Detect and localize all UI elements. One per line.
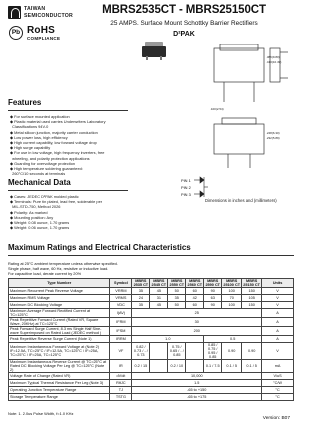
table-cell: 10,000	[132, 373, 262, 380]
footnote: Note: 1. 2.0us Pulse Width, f=1.0 KHz	[8, 411, 74, 416]
column-header: Symbol	[110, 279, 132, 288]
features-list	[10, 114, 106, 176]
table-cell: 100	[222, 302, 242, 309]
table-cell: Peak Repetitive Forward Current (Rated VR, Square Wave, 20KHz) at TC=125°C	[9, 318, 110, 327]
table-cell: VRMS	[110, 295, 132, 302]
table-cell: V	[262, 288, 294, 295]
mechanical-heading: Mechanical Data	[8, 178, 71, 187]
list-item: ◆ For use in low voltage, high frequency inverters, free	[10, 150, 105, 156]
table-cell: 35	[168, 295, 186, 302]
list-item: ◆ Weight: 0.06 ounce, 1.70 grams	[10, 225, 70, 231]
table-cell: 25	[132, 309, 262, 318]
table-cell: Maximum DC Blocking Voltage	[9, 302, 110, 309]
table-cell: Maximum Typical Thermal Resistance Per Leg (Note 3)	[9, 380, 110, 387]
svg-text:.248(6.30): .248(6.30)	[266, 131, 280, 135]
table-cell: 0.85 / 0.75 / 0.95 / 0.85	[204, 343, 222, 360]
table-cell: Maximum Recurrent Peak Reverse Voltage	[9, 288, 110, 295]
table-cell: 0.90	[222, 343, 242, 360]
list-item: ◆ Low power loss, high efficiency	[10, 134, 68, 140]
table-cell: V	[262, 302, 294, 309]
table-cell: 90	[204, 302, 222, 309]
list-item: ◆ Polarity: As marked	[10, 209, 48, 215]
footnotes	[8, 411, 73, 416]
package-outline-drawing	[208, 44, 292, 188]
table-cell: -65 to +175	[132, 394, 262, 401]
table-header-row	[9, 279, 294, 288]
list-item: ◆ High temperature soldering guaranteed:	[10, 166, 83, 172]
table-cell: Maximum RMS Voltage	[9, 295, 110, 302]
table-cell: 24	[132, 295, 150, 302]
table-cell: IR	[110, 360, 132, 373]
table-row	[9, 309, 294, 318]
page-subtitle: 25 AMPS. Surface Mount Schottky Barrier Rectifiers	[110, 20, 258, 27]
svg-text:.413(10.49): .413(10.49)	[266, 60, 282, 64]
table-cell: -65 to +150	[132, 387, 262, 394]
list-item: ◆ Metal silicon junction, majority carrier conduction	[10, 129, 98, 135]
column-header: MBRS 2550 CT	[169, 279, 185, 287]
ratings-divider	[8, 255, 294, 256]
table-row	[9, 380, 294, 387]
table-cell: VDC	[110, 302, 132, 309]
table-cell: 63	[204, 295, 222, 302]
brand-line-1: TAIWAN	[24, 6, 46, 12]
table-cell: 35	[132, 288, 150, 295]
list-item: ◆ For surface mounted application	[10, 114, 70, 119]
table-cell: IFRM	[110, 318, 132, 327]
table-row	[9, 360, 294, 373]
pb-free-icon: Pb	[9, 26, 23, 40]
pin-3-label: PIN 3	[181, 192, 191, 197]
column-header: MBRS 2535 CT	[133, 279, 149, 287]
table-cell: A	[262, 309, 294, 318]
list-item: wheeling, and polarity protection applications	[12, 155, 90, 161]
table-row	[9, 318, 294, 327]
table-cell: 50	[168, 288, 186, 295]
list-item: Classifications 94V-0	[12, 124, 49, 130]
page-title: MBRS2535CT - MBRS25150CT	[102, 4, 266, 16]
table-cell: 0.75 / 0.65 / - / 0.85	[168, 343, 186, 360]
table-cell: I(AV)	[110, 309, 132, 318]
table-cell: Maximum Average Forward Rectified Current at TC=125°C	[9, 309, 110, 318]
list-item: ◆ Weight: 0.08 ounce, 1.70 grams	[10, 220, 70, 226]
pin-1-label: PIN 1	[181, 178, 191, 183]
table-cell: 45	[150, 288, 168, 295]
ratings-notes	[8, 261, 118, 276]
note-line: For capacitive load, derate current by 20%	[8, 271, 82, 277]
table-cell: dV/dt	[110, 373, 132, 380]
note-line: Single phase, half wave, 60 Hz, resistive or inductive load.	[8, 266, 109, 272]
list-item: ◆ Plastic material used carries Underwriters Laboratory	[10, 119, 106, 125]
column-header: MBRS 25150 CT	[243, 279, 260, 287]
list-item: ◆ High surge capability	[10, 145, 51, 151]
table-row	[9, 394, 294, 401]
table-cell: IFSM	[110, 327, 132, 336]
table-row	[9, 336, 294, 343]
table-cell: V	[262, 295, 294, 302]
table-cell: 100	[222, 288, 242, 295]
table-cell: 0.1 / 5	[242, 360, 262, 373]
table-cell: 50	[168, 302, 186, 309]
column-header-type: Type Number	[9, 279, 110, 288]
features-heading: Features	[8, 98, 42, 107]
brand-line-2: SEMICONDUCTOR	[24, 12, 73, 19]
column-header: MBRS 25100 CT	[223, 279, 241, 287]
table-cell: TSTG	[110, 394, 132, 401]
mechanical-divider	[8, 190, 128, 191]
table-row	[9, 302, 294, 309]
table-cell: °C/W	[262, 380, 294, 387]
table-cell: 150	[242, 288, 262, 295]
table-row	[9, 343, 294, 360]
mechanical-list	[10, 194, 102, 230]
table-cell: A	[262, 336, 294, 343]
table-cell: 0.90	[242, 343, 262, 360]
table-cell: Storage Temperature Range	[9, 394, 110, 401]
table-cell: Maximum Instantaneous Reverse Current @ TC=25°C at Rated DC Blocking Voltage Per Leg @ TC=125°C (Note 2)	[9, 360, 110, 373]
svg-text:.100(2.54): .100(2.54)	[210, 107, 224, 111]
table-cell: 42	[186, 295, 204, 302]
features-divider	[8, 110, 128, 111]
d2pak-package-icon	[142, 42, 166, 60]
dimensions-note: Dimensions in inches and (millimeters)	[205, 198, 277, 203]
taiwan-semiconductor-logo-icon	[8, 6, 21, 19]
table-cell: 60	[186, 288, 204, 295]
table-cell: TJ	[110, 387, 132, 394]
table-cell	[150, 343, 168, 360]
pin-2-label: PIN 2	[181, 185, 191, 190]
version-label: Version: B07	[262, 416, 290, 421]
table-row	[9, 373, 294, 380]
table-cell: 31	[150, 295, 168, 302]
column-header: Units	[262, 279, 294, 288]
table-row	[9, 327, 294, 336]
table-cell: 35	[132, 302, 150, 309]
rohs-compliance-label: COMPLIANCE	[27, 36, 61, 41]
table-cell: 60	[186, 302, 204, 309]
table-cell: Maximum Instantaneous Forward Voltage at (Note 2) IF=12.5A, TC=25°C / IF=12.5A, TC=125°C / IF=25A, TC=25°C / IF=25A, TC=125°C	[9, 343, 110, 360]
list-item: ◆ Cases: JEDEC D²PAK molded plastic	[10, 194, 79, 199]
table-row	[9, 295, 294, 302]
rohs-label: RoHS	[27, 25, 56, 36]
list-item: ◆ Mounting position: Any	[10, 214, 54, 220]
table-cell: °C	[262, 394, 294, 401]
list-item: ◆ Terminals: Pure tin plated, lead free, solderable per	[10, 199, 103, 205]
note-line: Rating at 25°C ambient temperature unless otherwise specified.	[8, 261, 118, 266]
table-cell: Voltage Rate of Change (Rated VR)	[9, 373, 110, 380]
table-cell: V/uS	[262, 373, 294, 380]
table-cell: 0.5	[204, 336, 262, 343]
table-cell: 90	[204, 288, 222, 295]
table-cell: °C	[262, 387, 294, 394]
table-cell: 45	[150, 302, 168, 309]
table-cell: 0.82 / 0.73 / - / 0.73	[132, 343, 150, 360]
table-cell: Operating Junction Temperature Range	[9, 387, 110, 394]
list-item: ◆ Guarding for overvoltage protection	[10, 160, 76, 166]
table-cell: 0.2 / 15	[132, 360, 150, 373]
table-cell	[186, 343, 204, 360]
table-cell: 0.1 / 7.5	[204, 360, 222, 373]
table-cell: Peak Repetitive Reverse Surge Current (Note 1)	[9, 336, 110, 343]
table-cell: 150	[242, 302, 262, 309]
column-header: MBRS 2590 CT	[205, 279, 221, 287]
table-cell: 1.5	[132, 380, 262, 387]
table-cell: 30	[132, 318, 262, 327]
column-header: MBRS 2545 CT	[151, 279, 167, 287]
table-cell: V	[262, 343, 294, 360]
table-cell: 105	[242, 295, 262, 302]
table-cell: 200	[132, 327, 262, 336]
table-cell	[150, 360, 168, 373]
ratings-heading: Maximum Ratings and Electrical Characteristics	[8, 243, 191, 252]
table-cell: Peak Forward Surge Current, 8.3 ms Single Half Sine-wave Superimposed on Rated Load (JEDEC method )	[9, 327, 110, 336]
list-item: MIL-STD-750, Method 2026	[12, 204, 61, 210]
list-item: 260°C/10 seconds at terminals	[12, 171, 66, 177]
ratings-table	[8, 278, 294, 401]
table-cell: A	[262, 327, 294, 336]
table-cell: VRRM	[110, 288, 132, 295]
svg-text:.232(5.89): .232(5.89)	[266, 136, 280, 140]
package-label: D²PAK	[173, 31, 195, 38]
list-item: ◆ High current capability, low forward voltage drop	[10, 140, 97, 146]
table-cell	[186, 360, 204, 373]
table-cell: VF	[110, 343, 132, 360]
table-cell: IRRM	[110, 336, 132, 343]
table-cell: 1.0	[132, 336, 204, 343]
table-cell: A	[262, 318, 294, 327]
table-row	[9, 387, 294, 394]
table-cell: 0.1 / 5	[222, 360, 242, 373]
svg-text:.386(9.80): .386(9.80)	[266, 55, 280, 59]
brand-name	[24, 6, 73, 19]
table-cell: 0.2 / 10	[168, 360, 186, 373]
diode-symbol-icon	[194, 176, 208, 198]
table-cell: mA	[262, 360, 294, 373]
column-header: MBRS 2560 CT	[187, 279, 203, 287]
table-row	[9, 288, 294, 295]
table-cell: RθJC	[110, 380, 132, 387]
table-cell: 70	[222, 295, 242, 302]
